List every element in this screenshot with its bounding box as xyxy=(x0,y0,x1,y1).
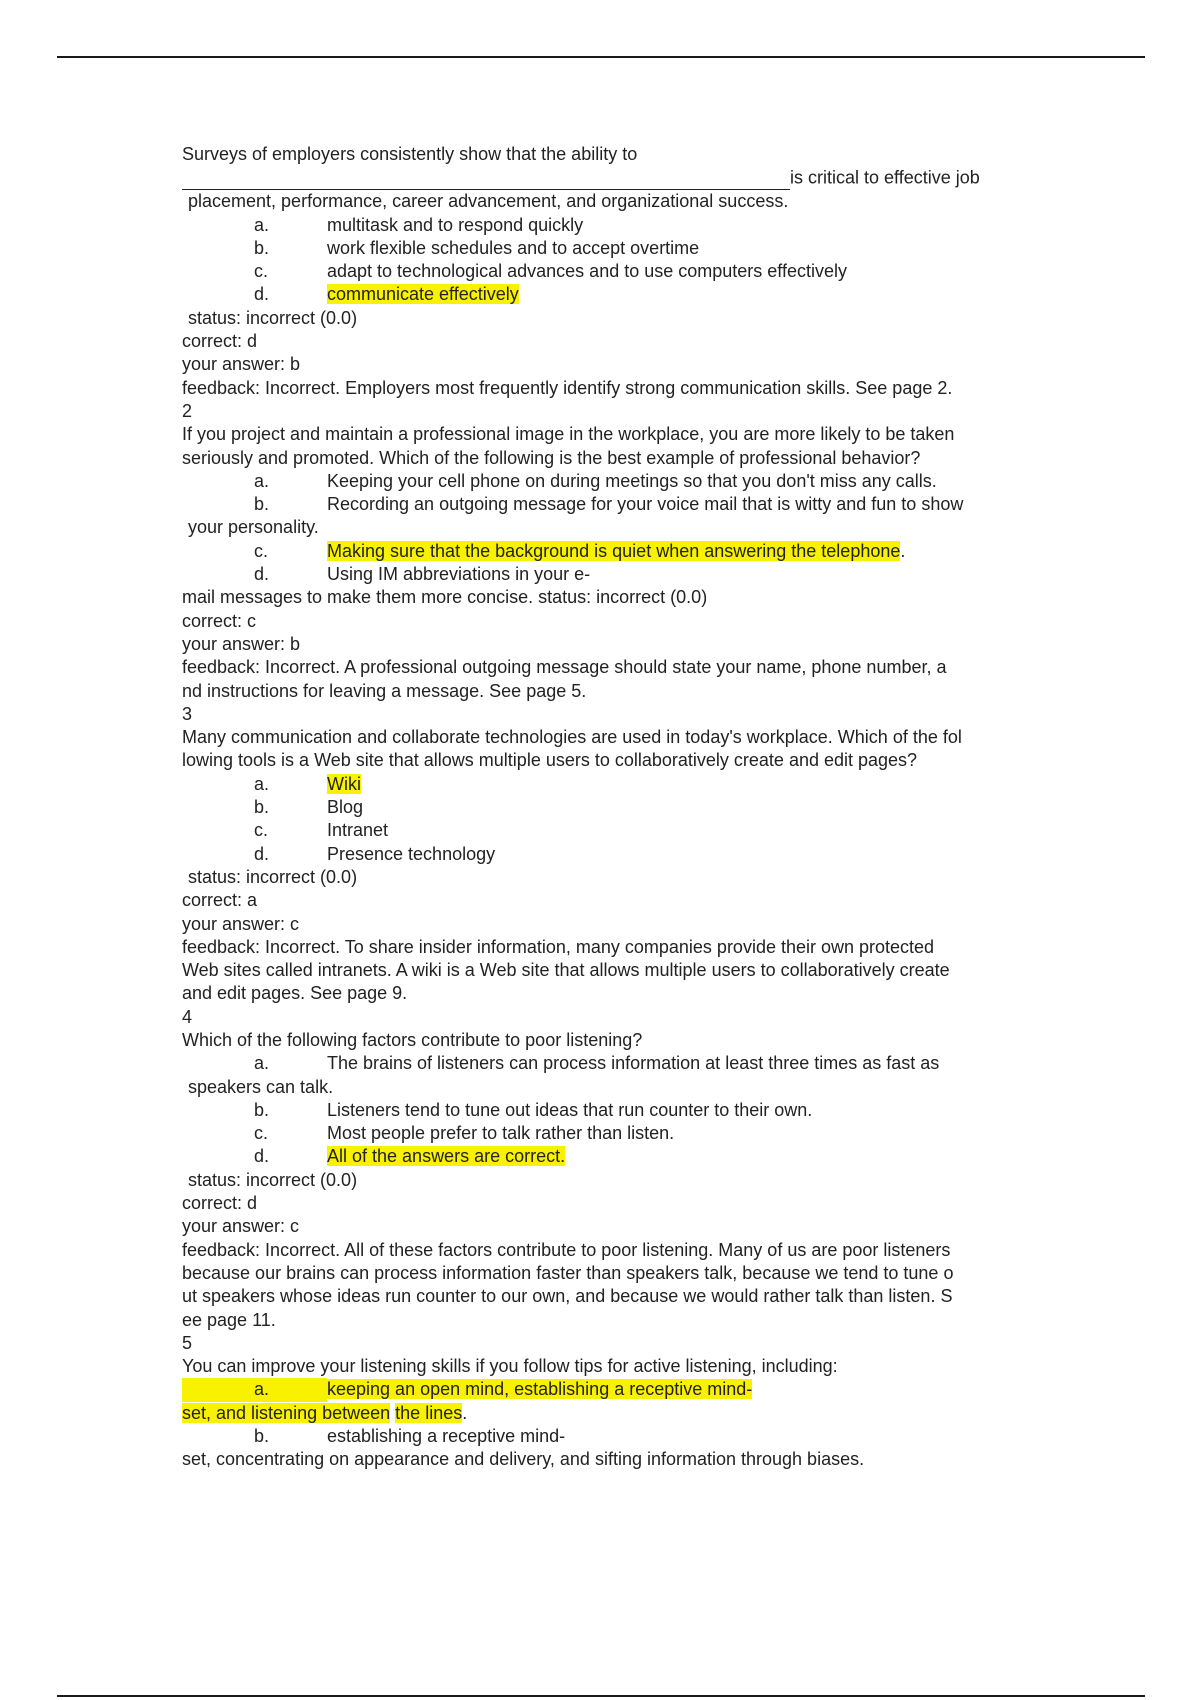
question-5-number: 5 xyxy=(182,1332,193,1353)
question-2-feedback-line-2: nd instructions for leaving a message. See page 5. xyxy=(182,680,587,701)
question-5-stem: You can improve your listening skills if you follow tips for active listening, including: xyxy=(182,1356,838,1377)
question-3-option-b xyxy=(182,796,1052,819)
question-2-option-b-continued: your personality. xyxy=(188,517,319,538)
option-letter: c. xyxy=(254,1123,269,1144)
question-5-option-a-continued xyxy=(182,1402,1052,1425)
question-1-stem-line-1: Surveys of employers consistently show that the ability to xyxy=(182,144,638,164)
highlighted-correct-answer: Making sure that the background is quiet when answering the telephone xyxy=(327,540,901,561)
option-letter: b. xyxy=(254,1099,270,1120)
question-1-status: status: incorrect (0.0) xyxy=(188,307,358,328)
option-letter: b. xyxy=(254,1426,270,1447)
question-1-stem-tail: is critical to effective job xyxy=(790,168,980,188)
question-1-feedback: feedback: Incorrect. Employers most frequently identify strong communication skills. See page 2. xyxy=(182,377,953,398)
highlighted-answer-continued: the lines xyxy=(395,1402,463,1423)
question-4-option-b xyxy=(182,1099,1052,1122)
question-2 xyxy=(182,400,1052,703)
question-4-option-d xyxy=(182,1145,1052,1168)
option-text: work flexible schedules and to accept overtime xyxy=(327,237,700,258)
option-letter: b. xyxy=(254,797,270,818)
option-letter: d. xyxy=(254,1146,270,1167)
option-text: Listeners tend to tune out ideas that run counter to their own. xyxy=(327,1099,813,1120)
question-4-feedback-line-1: feedback: Incorrect. All of these factors contribute to poor listening. Many of us are poor listeners xyxy=(182,1239,951,1260)
question-3-feedback-line-3: and edit pages. See page 9. xyxy=(182,983,408,1004)
question-1-option-b xyxy=(182,237,1052,260)
fill-in-blank xyxy=(182,166,790,190)
question-3-option-c xyxy=(182,819,1052,842)
question-4-correct: correct: d xyxy=(182,1193,258,1214)
option-period: . xyxy=(462,1402,468,1423)
question-4 xyxy=(182,1006,1052,1332)
question-2-option-d xyxy=(182,563,1052,586)
highlighted-correct-answer: keeping an open mind, establishing a receptive mind- xyxy=(327,1379,753,1400)
option-period: . xyxy=(900,540,906,561)
footer-rule xyxy=(57,1695,1145,1697)
question-5 xyxy=(182,1332,1052,1472)
option-letter: d. xyxy=(254,843,270,864)
question-5-option-a xyxy=(182,1378,1052,1401)
option-letter: b. xyxy=(254,237,270,258)
question-5-option-b-continued: set, concentrating on appearance and delivery, and sifting information through biases. xyxy=(182,1449,865,1470)
highlighted-correct-answer: communicate effectively xyxy=(327,284,519,305)
question-1-option-d xyxy=(182,283,1052,306)
option-text: Blog xyxy=(327,797,364,818)
option-text: Keeping your cell phone on during meetings so that you don't miss any calls. xyxy=(327,470,937,491)
option-letter: a. xyxy=(254,214,270,235)
option-text: Presence technology xyxy=(327,843,496,864)
option-letter: d. xyxy=(254,564,270,585)
option-letter: a. xyxy=(254,470,270,491)
question-2-option-d-continued: mail messages to make them more concise. status: incorrect (0.0) xyxy=(182,587,708,608)
option-letter: a. xyxy=(254,773,270,794)
question-1-your-answer: your answer: b xyxy=(182,354,301,375)
highlighted-answer-continued: set, and listening between xyxy=(182,1402,391,1423)
question-4-option-a xyxy=(182,1052,1052,1075)
header-rule xyxy=(57,56,1145,58)
question-2-option-c xyxy=(182,540,1052,563)
question-2-option-b xyxy=(182,493,1052,516)
question-1-option-c xyxy=(182,260,1052,283)
question-3-feedback-line-1: feedback: Incorrect. To share insider information, many companies provide their own protected xyxy=(182,936,935,957)
question-4-option-a-continued: speakers can talk. xyxy=(188,1076,334,1097)
option-text: Most people prefer to talk rather than listen. xyxy=(327,1123,675,1144)
option-text: establishing a receptive mind- xyxy=(327,1426,566,1447)
question-3-feedback-line-2: Web sites called intranets. A wiki is a Web site that allows multiple users to collaboratively create xyxy=(182,960,950,981)
highlighted-correct-answer: Wiki xyxy=(327,773,361,794)
question-3-stem-line-1: Many communication and collaborate technologies are used in today's workplace. Which of the fol xyxy=(182,727,962,748)
question-1 xyxy=(182,143,1052,400)
question-3-option-d xyxy=(182,843,1052,866)
question-3 xyxy=(182,703,1052,1006)
question-4-number: 4 xyxy=(182,1006,193,1027)
highlighted-correct-answer: All of the answers are correct. xyxy=(327,1146,566,1167)
question-3-your-answer: your answer: c xyxy=(182,913,300,934)
option-letter: a. xyxy=(254,1053,270,1074)
question-4-stem: Which of the following factors contribute to poor listening? xyxy=(182,1029,643,1050)
question-5-option-b xyxy=(182,1425,1052,1448)
question-1-correct: correct: d xyxy=(182,331,258,352)
question-4-feedback-line-3: ut speakers whose ideas run counter to our own, and because we would rather talk than listen. S xyxy=(182,1286,953,1307)
question-4-your-answer: your answer: c xyxy=(182,1216,300,1237)
question-3-option-a xyxy=(182,773,1052,796)
option-letter: b. xyxy=(254,494,270,515)
question-1-stem-line-3: placement, performance, career advancement, and organizational success. xyxy=(188,191,789,212)
quiz-document xyxy=(182,143,1052,1472)
question-4-status: status: incorrect (0.0) xyxy=(188,1169,358,1190)
option-text: Recording an outgoing message for your voice mail that is witty and fun to show xyxy=(327,494,964,515)
question-4-option-c xyxy=(182,1122,1052,1145)
question-2-stem-line-2: seriously and promoted. Which of the following is the best example of professional behavior? xyxy=(182,447,921,468)
question-2-option-a xyxy=(182,470,1052,493)
question-3-correct: correct: a xyxy=(182,890,258,911)
question-2-your-answer: your answer: b xyxy=(182,633,301,654)
option-text: adapt to technological advances and to use computers effectively xyxy=(327,261,847,282)
question-2-number: 2 xyxy=(182,400,193,421)
question-2-stem-line-1: If you project and maintain a professional image in the workplace, you are more likely to be taken xyxy=(182,424,955,445)
option-letter: a. xyxy=(182,1378,327,1401)
question-1-option-a xyxy=(182,214,1052,237)
question-2-feedback-line-1: feedback: Incorrect. A professional outgoing message should state your name, phone number, a xyxy=(182,657,947,678)
option-text: Using IM abbreviations in your e- xyxy=(327,564,591,585)
option-text: multitask and to respond quickly xyxy=(327,214,584,235)
option-text: Intranet xyxy=(327,820,389,841)
question-2-correct: correct: c xyxy=(182,610,257,631)
question-4-feedback-line-4: ee page 11. xyxy=(182,1309,276,1330)
question-3-number: 3 xyxy=(182,703,193,724)
question-3-stem-line-2: lowing tools is a Web site that allows multiple users to collaboratively create and edit pages? xyxy=(182,750,918,771)
question-4-feedback-line-2: because our brains can process information faster than speakers talk, because we tend to tune o xyxy=(182,1262,954,1283)
question-3-status: status: incorrect (0.0) xyxy=(188,866,358,887)
option-letter: c. xyxy=(254,540,269,561)
question-1-stem-line-2 xyxy=(182,166,1052,190)
option-letter: c. xyxy=(254,261,269,282)
option-letter: d. xyxy=(254,284,270,305)
option-text: The brains of listeners can process information at least three times as fast as xyxy=(327,1053,940,1074)
option-letter: c. xyxy=(254,820,269,841)
